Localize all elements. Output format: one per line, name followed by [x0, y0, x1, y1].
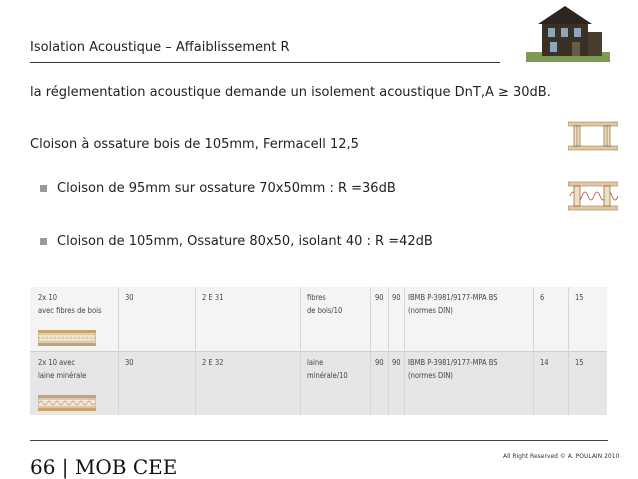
table-cell: 15 [575, 293, 584, 302]
table-cell-composition: 2x 10 avec laine minérale [38, 358, 87, 380]
bullet-item [40, 234, 433, 249]
column-divider [404, 287, 405, 415]
column-divider [118, 287, 119, 415]
copyright-notice: All Right Reserved © A. POULAIN 2010 [503, 453, 620, 460]
wall-layer-icon [38, 394, 96, 412]
page-number: 66 | MOB CEE [30, 455, 178, 479]
table-cell: 30 [125, 358, 134, 367]
column-divider [388, 287, 389, 415]
wall-section-diagram-2 [568, 178, 618, 214]
slide-title: Isolation Acoustique – Affaiblissement R [30, 40, 290, 55]
regulation-text: la réglementation acoustique demande un isolement acoustique DnT,A ≥ 30dB. [30, 85, 551, 100]
table-cell: 90 [392, 358, 401, 367]
table-cell: 30 [125, 293, 134, 302]
column-divider [300, 287, 301, 415]
bullet-square-icon [40, 185, 47, 192]
table-cell: 6 [540, 293, 545, 302]
table-cell: 2 E 32 [202, 358, 224, 367]
wall-layer-icon [38, 329, 96, 347]
table-cell-composition: 2x 10 avec fibres de bois [38, 293, 102, 315]
table-cell: 2 E 31 [202, 293, 224, 302]
table-cell: 90 [392, 293, 401, 302]
bullet-square-icon [40, 238, 47, 245]
partition-subtitle: Cloison à ossature bois de 105mm, Fermacell 12,5 [30, 137, 359, 152]
column-divider [533, 287, 534, 415]
table-row [30, 351, 607, 415]
table-cell-material: fibres de bois/10 [307, 293, 343, 315]
spec-table [30, 287, 607, 415]
table-cell: 90 [375, 293, 384, 302]
footer-divider [30, 440, 608, 441]
column-divider [568, 287, 569, 415]
table-cell-material: laine minérale/10 [307, 358, 348, 380]
table-cell: 15 [575, 358, 584, 367]
bullet-text: Cloison de 105mm, Ossature 80x50, isolant 40 : R =42dB [57, 234, 433, 249]
bullet-item [40, 181, 396, 196]
table-cell: 14 [540, 358, 549, 367]
house-illustration [526, 2, 610, 62]
column-divider [370, 287, 371, 415]
title-divider [30, 62, 500, 63]
table-row [30, 287, 607, 351]
table-cell-reference: IBMB P-3981/9177-MPA BS (normes DIN) [408, 358, 498, 380]
bullet-text: Cloison de 95mm sur ossature 70x50mm : R =36dB [57, 181, 396, 196]
column-divider [195, 287, 196, 415]
table-cell: 90 [375, 358, 384, 367]
table-cell-reference: IBMB P-3981/9177-MPA BS (normes DIN) [408, 293, 498, 315]
wall-section-diagram-1 [568, 118, 618, 154]
